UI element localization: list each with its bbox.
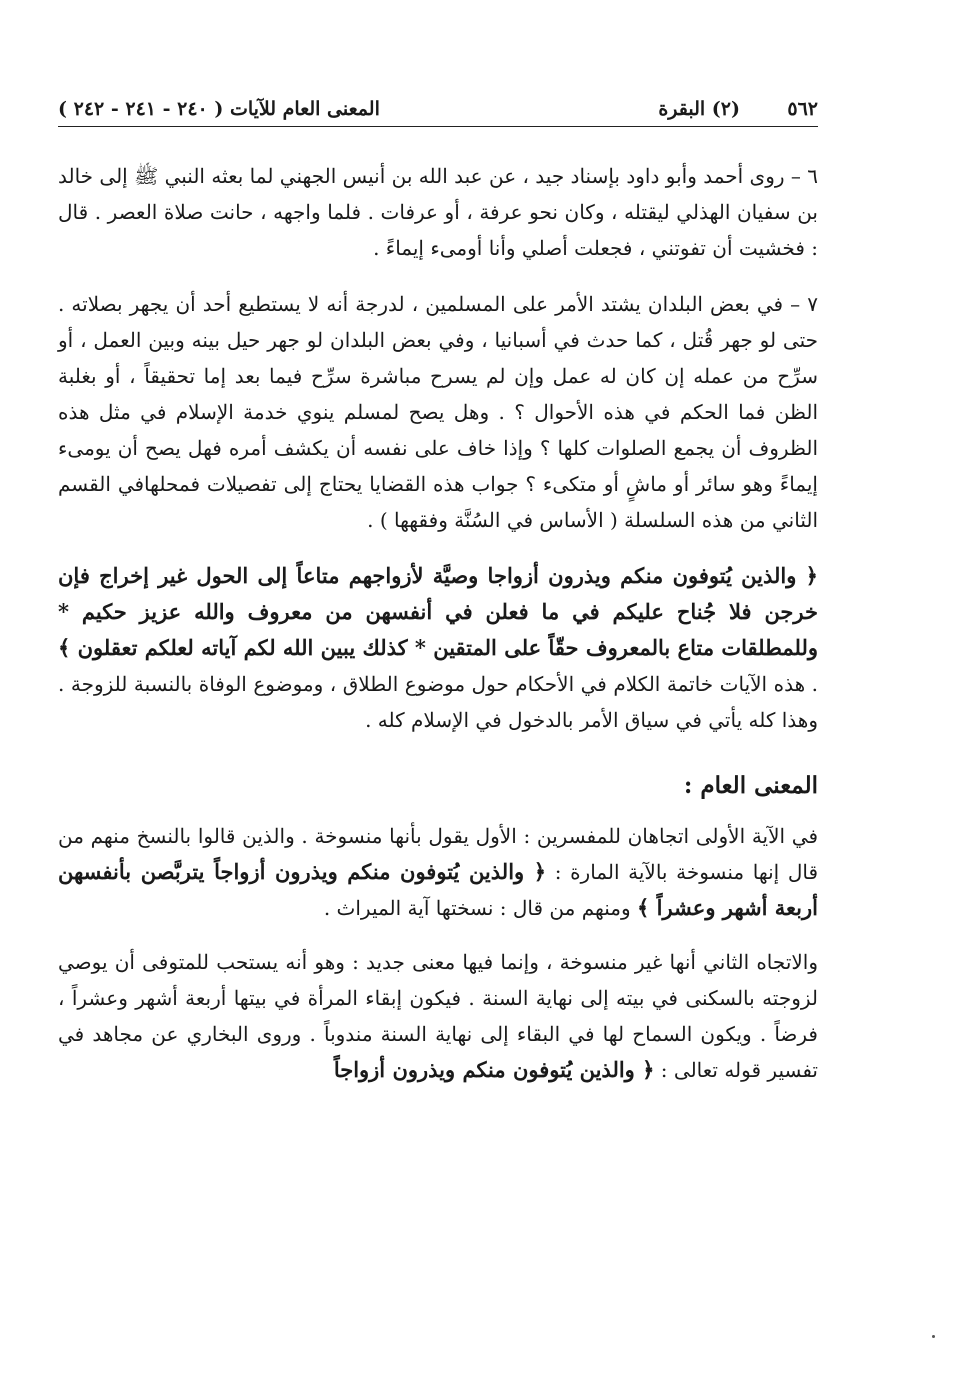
section-heading: المعنى العام :: [683, 772, 818, 799]
quoted-verse: ﴿ والذين يُتوفون منكم ويذرون أزواجاً: [333, 1057, 655, 1082]
text-run: ومنهم من قال : نسختها آية الميراث .: [323, 896, 638, 920]
verse-paragraph: [58, 558, 818, 738]
text-run: والاتجاه الثاني أنها غير منسوخة ، وإنما فيها معنى جديد : وهو أنه يستحب للمتوفى أن يوصي لزوجته بالسكنى في بيته إلى نهاية السنة . فيكون إبقاء المرأة في بيتها أربعة أشهر وعشراً ، فرضاً . ويكون السماح لها في البقاء إلى نهاية السنة مندوباً . وروى البخاري عن مجاهد في تفسير قوله تعالى :: [58, 950, 818, 1082]
quoted-verse: ﴿ والذين يُتوفون منكم ويذرون أزواجاً يتربَّصن بأنفسهن أربعة أشهر وعشراً ﴾: [58, 859, 818, 920]
running-title: المعنى العام للآيات ( ٢٤٠ - ٢٤١ - ٢٤٢ ): [58, 98, 380, 120]
paragraph-second-view: [58, 944, 818, 1088]
page-header: [58, 92, 818, 127]
page-speck: [932, 1335, 935, 1338]
surah-name: (٢) البقرة: [658, 98, 740, 120]
page-number: ٥٦٢: [787, 98, 818, 120]
page-body: [58, 158, 818, 1088]
quran-verse: ﴿ والذين يُتوفون منكم ويذرون أزواجا وصيَّة لأزواجهم متاعاً إلى الحول غير إخراج فإن خرجن فلا جُناح عليكم في ما فعلن في أنفسهن من معروف والله عزيز حكيم * وللمطلقات متاع بالمعروف حقّاً على المتقين * كذلك يبين الله لكم آياته لعلكم تعقلون ﴾: [58, 563, 818, 660]
paragraph-first-view: [58, 818, 818, 926]
verse-commentary: . هذه الآيات خاتمة الكلام في الأحكام حول موضوع الطلاق ، وموضوع الوفاة بالنسبة للزوجة . وهذا كله يأتي في سياق الأمر بالدخول في الإسلام كله .: [58, 672, 818, 732]
paragraph-item-7: ٧ – في بعض البلدان يشتد الأمر على المسلمين ، لدرجة أنه لا يستطيع أحد أن يجهر بصلاته . حتى لو جهر قُتل ، كما حدث في أسبانيا ، وفي بعض البلدان لو جهر حيل بينه وبين العمل ، أو سرِّح من عمله إن كان له عمل وإن لم يسرح مباشرة سرِّح فيما بعد إما تحقيقاً ، أو بغلبة الظن فما الحكم في هذه الأحوال ؟ . وهل يصح لمسلم ينوي خدمة الإسلام في مثل هذه الظروف أن يجمع الصلوات كلها ؟ وإذا خاف على نفسه أن يكشف أمره فهل يصح أن يومىء إيماءً وهو سائر أو ماشٍ أو متكىء ؟ جواب هذه القضايا يحتاج إلى تفصيلات فمحلهافي القسم الثاني من هذه السلسلة ( الأساس في السُنَّة وفقهها ) .: [58, 292, 819, 532]
paragraph-item-6: ٦ – روى أحمد وأبو داود بإسناد جيد ، عن عبد الله بن أنيس الجهني لما بعثه النبي ﷺ إلى خالد بن سفيان الهذلي ليقتله ، وكان نحو عرفة ، أو عرفات . فلما واجهه ، حانت صلاة العصر . قال : فخشيت أن تفوتني ، فجعلت أصلي وأنا أومىء إيماءً .: [58, 164, 818, 260]
text-run: في الآية الأولى اتجاهان للمفسرين : الأول يقول بأنها منسوخة . والذين قالوا بالنسخ منهم من قال إنها منسوخة بالآية المارة :: [58, 824, 819, 884]
book-page: [58, 92, 819, 1082]
